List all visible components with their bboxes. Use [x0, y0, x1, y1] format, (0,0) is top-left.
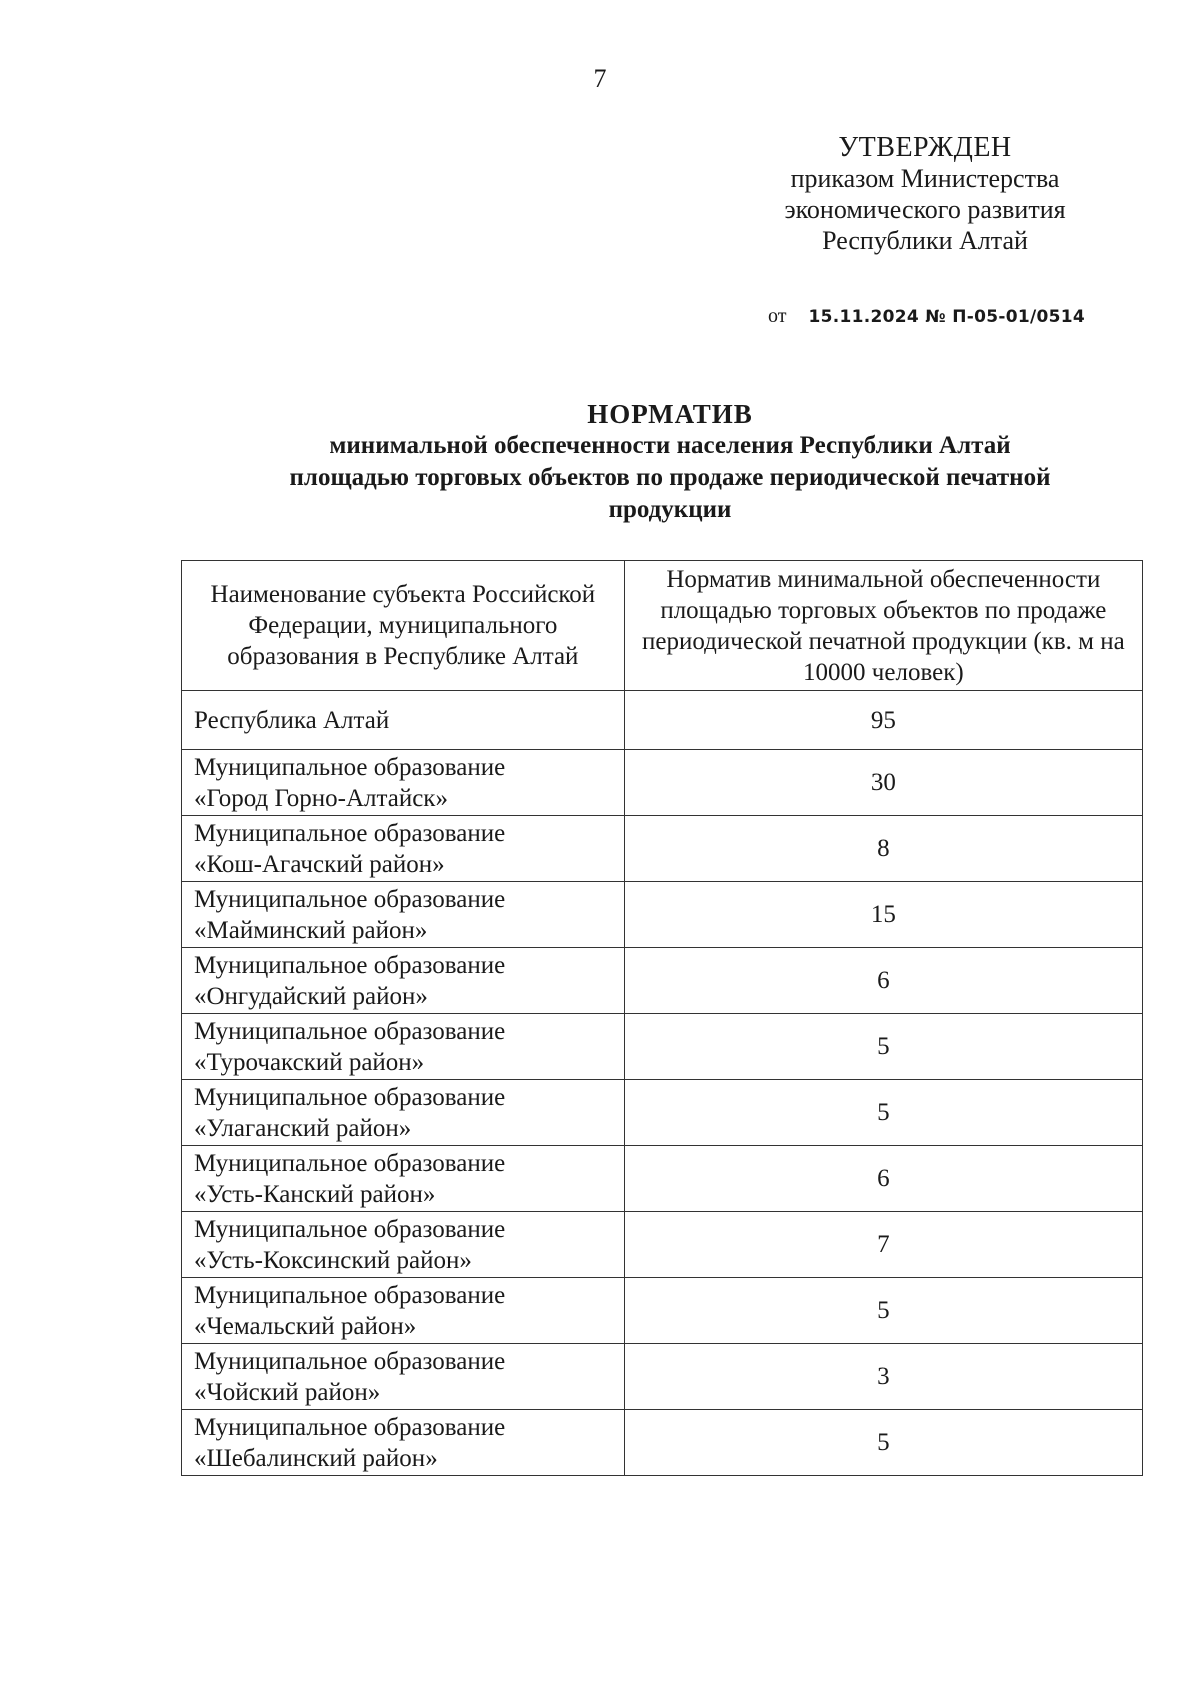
- row-name-line-1: Муниципальное образование: [194, 1281, 506, 1309]
- row-name-line-2: «Город Горно-Алтайск»: [194, 784, 448, 812]
- document-title: [200, 398, 1140, 526]
- table-row: [182, 1014, 1143, 1080]
- row-value-cell: 5: [624, 1080, 1142, 1146]
- row-value-cell: 7: [624, 1212, 1142, 1278]
- row-value-cell: 5: [624, 1278, 1142, 1344]
- row-name-cell: [182, 1278, 625, 1344]
- row-name-line-1: Муниципальное образование: [194, 1149, 506, 1177]
- row-name-cell: [182, 882, 625, 948]
- approved-word: УТВЕРЖДЕН: [838, 132, 1012, 163]
- row-value-cell: 6: [624, 1146, 1142, 1212]
- row-name-cell: [182, 1146, 625, 1212]
- norm-table: [181, 560, 1143, 1476]
- approval-line-1: приказом Министерства: [790, 164, 1060, 193]
- table-row: [182, 1410, 1143, 1476]
- row-value-cell: 3: [624, 1344, 1142, 1410]
- row-name-line-2: «Улаганский район»: [194, 1114, 412, 1142]
- row-name-line-2: «Кош-Агачский район»: [194, 850, 445, 878]
- row-name-line-2: «Чемальский район»: [194, 1312, 417, 1340]
- row-name-line-2: «Усть-Канский район»: [194, 1180, 436, 1208]
- row-name-line-2: «Чойский район»: [194, 1378, 381, 1406]
- row-name-line-1: Муниципальное образование: [194, 753, 506, 781]
- row-name-line-1: Муниципальное образование: [194, 819, 506, 847]
- row-value-cell: 6: [624, 948, 1142, 1014]
- title-line-1: минимальной обеспеченности населения Республики Алтай: [329, 432, 1011, 459]
- order-number: 15.11.2024 № П-05-01/0514: [808, 307, 1085, 327]
- row-value-cell: 95: [624, 691, 1142, 750]
- row-name-line-1: Республика Алтай: [194, 706, 390, 734]
- table-header-row: [182, 561, 1143, 691]
- table-row: [182, 816, 1143, 882]
- header-name: Наименование субъекта Российской Федерации, муниципального образования в Республике Алтай: [182, 561, 625, 691]
- row-name-line-2: «Турочакский район»: [194, 1048, 425, 1076]
- order-reference: [768, 305, 1085, 328]
- row-name-cell: [182, 1212, 625, 1278]
- approval-line-2: экономического развития: [784, 195, 1066, 224]
- table-row: [182, 1080, 1143, 1146]
- row-value-cell: 8: [624, 816, 1142, 882]
- row-name-cell: [182, 1410, 625, 1476]
- row-name-line-1: Муниципальное образование: [194, 1017, 506, 1045]
- table-row: [182, 691, 1143, 750]
- table-row: [182, 1278, 1143, 1344]
- row-name-line-1: Муниципальное образование: [194, 1413, 506, 1441]
- row-name-line-1: Муниципальное образование: [194, 885, 506, 913]
- row-name-line-1: Муниципальное образование: [194, 951, 506, 979]
- row-name-cell: [182, 1080, 625, 1146]
- row-name-cell: [182, 750, 625, 816]
- order-prefix: от: [768, 305, 787, 327]
- row-name-cell: [182, 1014, 625, 1080]
- row-name-line-2: «Онгудайский район»: [194, 982, 428, 1010]
- table-row: [182, 750, 1143, 816]
- approval-stamp: [750, 132, 1100, 256]
- row-value-cell: 15: [624, 882, 1142, 948]
- row-name-cell: [182, 816, 625, 882]
- title-line-2: площадью торговых объектов по продаже периодической печатной: [289, 464, 1051, 491]
- row-name-line-2: «Усть-Коксинский район»: [194, 1246, 472, 1274]
- header-value: Норматив минимальной обеспеченности площадью торговых объектов по продаже периодической печатной продукции (кв. м на 10000 человек): [624, 561, 1142, 691]
- row-name-cell: [182, 691, 625, 750]
- row-name-line-2: «Шебалинский район»: [194, 1444, 438, 1472]
- table-row: [182, 948, 1143, 1014]
- row-name-cell: [182, 948, 625, 1014]
- title-main: НОРМАТИВ: [587, 399, 753, 429]
- row-value-cell: 30: [624, 750, 1142, 816]
- table-row: [182, 1212, 1143, 1278]
- table-row: [182, 1344, 1143, 1410]
- row-name-line-1: Муниципальное образование: [194, 1347, 506, 1375]
- row-name-line-1: Муниципальное образование: [194, 1083, 506, 1111]
- table-row: [182, 882, 1143, 948]
- page-number: 7: [593, 64, 607, 93]
- table-row: [182, 1146, 1143, 1212]
- approval-line-3: Республики Алтай: [822, 226, 1028, 255]
- title-line-3: продукции: [608, 496, 732, 523]
- row-value-cell: 5: [624, 1014, 1142, 1080]
- row-name-line-1: Муниципальное образование: [194, 1215, 506, 1243]
- row-name-line-2: «Майминский район»: [194, 916, 428, 944]
- row-value-cell: 5: [624, 1410, 1142, 1476]
- row-name-cell: [182, 1344, 625, 1410]
